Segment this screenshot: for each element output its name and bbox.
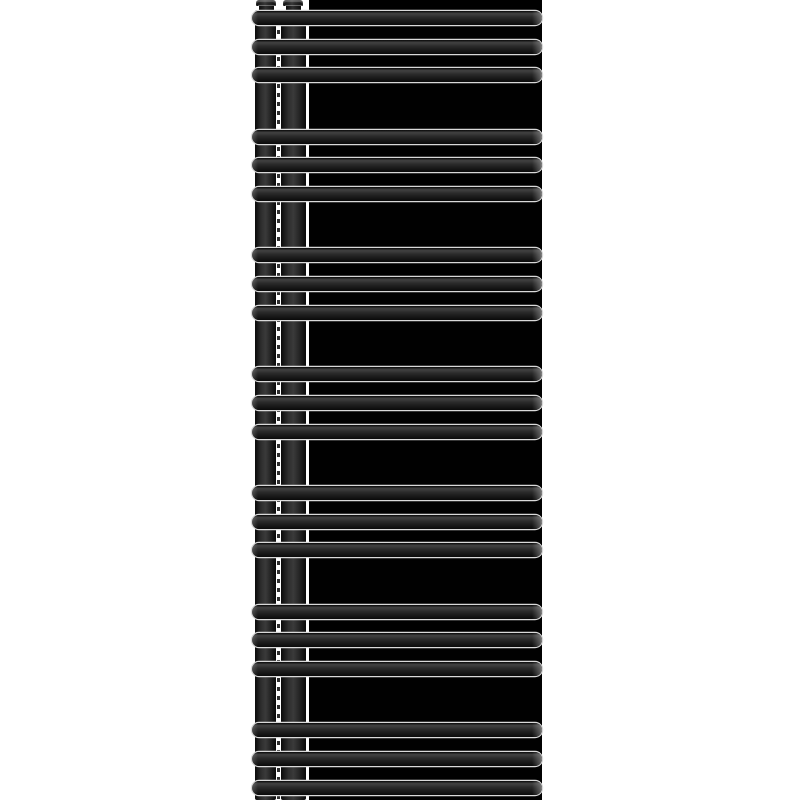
towel-bar-left-cap bbox=[252, 515, 258, 529]
towel-bar-left-cap bbox=[252, 752, 258, 766]
towel-bar-left-cap bbox=[252, 306, 258, 320]
towel-bar-left-cap bbox=[252, 662, 258, 676]
towel-bar-left-cap bbox=[252, 396, 258, 410]
towel-bar bbox=[252, 486, 542, 500]
towel-bar bbox=[252, 425, 542, 439]
towel-bar-left-cap bbox=[252, 68, 258, 82]
towel-bar bbox=[252, 40, 542, 54]
towel-bar-left-cap bbox=[252, 40, 258, 54]
towel-bar-left-cap bbox=[252, 781, 258, 795]
towel-bar-left-cap bbox=[252, 158, 258, 172]
towel-bar-left-cap bbox=[252, 187, 258, 201]
towel-bar bbox=[252, 248, 542, 262]
towel-bar-left-cap bbox=[252, 130, 258, 144]
towel-bar bbox=[252, 130, 542, 144]
towel-bar bbox=[252, 633, 542, 647]
towel-bar bbox=[252, 515, 542, 529]
towel-bar-left-cap bbox=[252, 633, 258, 647]
towel-bar-left-cap bbox=[252, 486, 258, 500]
towel-bar bbox=[252, 781, 542, 795]
towel-bar-left-cap bbox=[252, 723, 258, 737]
towel-bar bbox=[252, 752, 542, 766]
towel-bar-left-cap bbox=[252, 543, 258, 557]
towel-bar-left-cap bbox=[252, 367, 258, 381]
towel-bar bbox=[252, 605, 542, 619]
towel-bar bbox=[252, 367, 542, 381]
towel-bar-left-cap bbox=[252, 605, 258, 619]
towel-bar bbox=[252, 723, 542, 737]
towel-bar bbox=[252, 306, 542, 320]
towel-bar-left-cap bbox=[252, 277, 258, 291]
towel-bar bbox=[252, 11, 542, 25]
towel-bar bbox=[252, 396, 542, 410]
towel-bar bbox=[252, 662, 542, 676]
towel-bar-left-cap bbox=[252, 425, 258, 439]
towel-bar-left-cap bbox=[252, 11, 258, 25]
towel-bar bbox=[252, 543, 542, 557]
towel-bar bbox=[252, 68, 542, 82]
towel-bar bbox=[252, 187, 542, 201]
towel-bar bbox=[252, 158, 542, 172]
towel-bar bbox=[252, 277, 542, 291]
towel-bar-left-cap bbox=[252, 248, 258, 262]
